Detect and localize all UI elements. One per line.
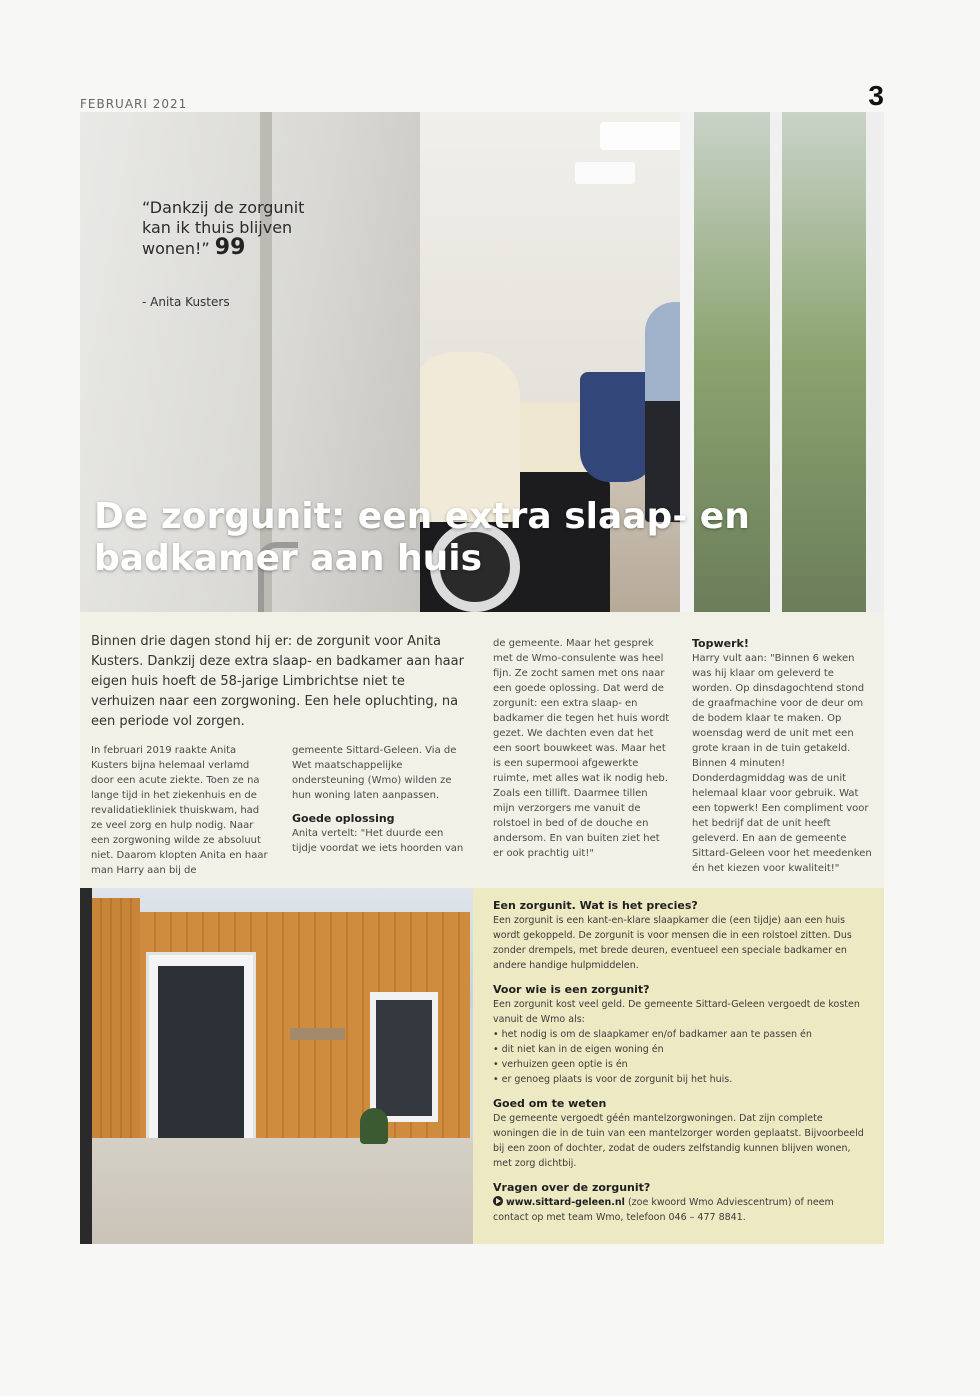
page-number: 3 (868, 80, 884, 111)
photo-terrace (80, 1138, 473, 1244)
list-item: • er genoeg plaats is voor de zorgunit bij het huis. (493, 1072, 870, 1087)
article-column-3: de gemeente. Maar het gesprek met de Wmo-consulente was heel fijn. Ze zocht samen met ons naar een goede oplossing. Dat werd de zorgunit: een extra slaap- en badkamer die tegen het huis wordt gezet. We dachten even dat het een soort bouwkeet was. Maar het is een supermooi afgewerkte ruimte, met alles wat ik nodig heb. Zoals een tillift. Daarmee tillen mijn verzorgers me vanuit de rolstoel in bed of de douche en andersom. En van buiten ziet het er ook prachtig uit!" (493, 638, 670, 859)
photo-wall-sign (290, 1028, 345, 1040)
photo-plant-pot (360, 1108, 388, 1144)
article-column-1: In februari 2019 raakte Anita Kusters bijna helemaal verlamd door een acute ziekte. Toen ze na lange tijd in het ziekenhuis en de revalidatiekliniek thuiskwam, had ze veel zorg en hulp nodig. Naar een zorgwoning wilde ze absoluut niet. Daarom klopten Anita en haar man Harry aan bij de (91, 745, 268, 876)
photo-ceiling-lift (575, 162, 635, 184)
website-link[interactable]: www.sittard-geleen.nl (506, 1197, 625, 1208)
info-heading-what: Een zorgunit. Wat is het precies? (493, 899, 698, 912)
article-body (80, 612, 884, 888)
article-column-2-text-2: Anita vertelt: "Het duurde een tijdje voordat we iets hoorden van (292, 828, 464, 854)
photo-patio-glass (376, 1000, 432, 1116)
photo-wood-panel (92, 898, 140, 1138)
arrow-right-icon (493, 1196, 503, 1206)
subhead-goede-oplossing: Goede oplossing (292, 812, 395, 825)
subhead-topwerk: Topwerk! (692, 637, 749, 650)
photo-door-glass (158, 966, 244, 1138)
article-intro: Binnen drie dagen stond hij er: de zorgunit voor Anita Kusters. Dankzij deze extra slaap- en badkamer aan haar eigen huis hoeft de 58-jarige Limbrichtse niet te verhuizen naar een zorgwoning. Een hele opluchting, na een periode vol zorgen. (91, 634, 464, 729)
info-heading-good-to-know: Goed om te weten (493, 1097, 607, 1110)
info-block-who (493, 982, 870, 1087)
pull-quote-text: “Dankzij de zorgunit kan ik thuis blijven wonen!” (142, 198, 305, 258)
pull-quote-author: - Anita Kusters (142, 295, 230, 309)
article-column-4 (692, 636, 877, 876)
info-text-who: Een zorgunit kost veel geld. De gemeente Sittard-Geleen vergoedt de kosten vanuit de Wmo als: (493, 999, 860, 1025)
photo-lift-sling (580, 372, 655, 482)
page-date: FEBRUARI 2021 (80, 97, 188, 111)
photo-edge-shadow (80, 888, 92, 1244)
pull-quote (142, 198, 312, 259)
hero-photo (80, 112, 884, 612)
info-block-good-to-know (493, 1096, 870, 1171)
info-block-what (493, 898, 870, 973)
article-column-2-text: gemeente Sittard-Geleen. Via de Wet maatschappelijke ondersteuning (Wmo) wilden ze hun woning laten aanpassen. (292, 745, 457, 801)
list-item: • het nodig is om de slaapkamer en/of badkamer aan te passen én (493, 1027, 870, 1042)
info-contact-text: (zoe kwoord Wmo Adviescentrum) of neem contact op met team Wmo, telefoon 046 – 477 8841. (493, 1197, 834, 1223)
quote-mark-icon: 99 (214, 235, 246, 260)
article-column-4-text: Harry vult aan: "Binnen 6 weken was hij klaar om geleverd te worden. Op dinsdagochtend stond de graafmachine voor de deur om de bodem klaar te maken. Op woensdag werd de unit met een grote kraan in de tuin getakeld. Binnen 4 minuten! Donderdagmiddag was de unit helemaal klaar voor gebruik. Wat een topwerk! Een compliment voor het bedrijf dat de unit heeft geleverd. En aan de gemeente Sittard-Geleen voor het meedenken én het kiezen voor kwaliteit!" (692, 653, 872, 874)
info-box (473, 888, 884, 1244)
article-column-2 (292, 743, 470, 856)
info-criteria-list (493, 1027, 870, 1087)
info-text-good-to-know: De gemeente vergoedt géén mantelzorgwoningen. Dat zijn complete woningen die in de tuin van een mantelzorger worden geplaatst. Bijvoorbeeld bij een zoon of dochter, zodat de ouders zelfstandig kunnen blijven wonen, met zorg dichtbij. (493, 1113, 864, 1169)
info-contact (493, 1195, 870, 1225)
info-block-questions (493, 1180, 870, 1225)
info-text-what: Een zorgunit is een kant-en-klare slaapkamer die (een tijdje) aan een huis wordt gekoppeld. De zorgunit is voor mensen die in een rolstoel zitten. Dus zonder drempels, met brede deuren, eventueel een speciale badkamer en andere handige hulpmiddelen. (493, 915, 852, 971)
info-heading-who: Voor wie is een zorgunit? (493, 983, 650, 996)
list-item: • verhuizen geen optie is én (493, 1057, 870, 1072)
list-item: • dit niet kan in de eigen woning én (493, 1042, 870, 1057)
article-headline: De zorgunit: een extra slaap- en badkamer aan huis (94, 496, 750, 579)
info-heading-questions: Vragen over de zorgunit? (493, 1181, 651, 1194)
zorgunit-photo (80, 888, 473, 1244)
